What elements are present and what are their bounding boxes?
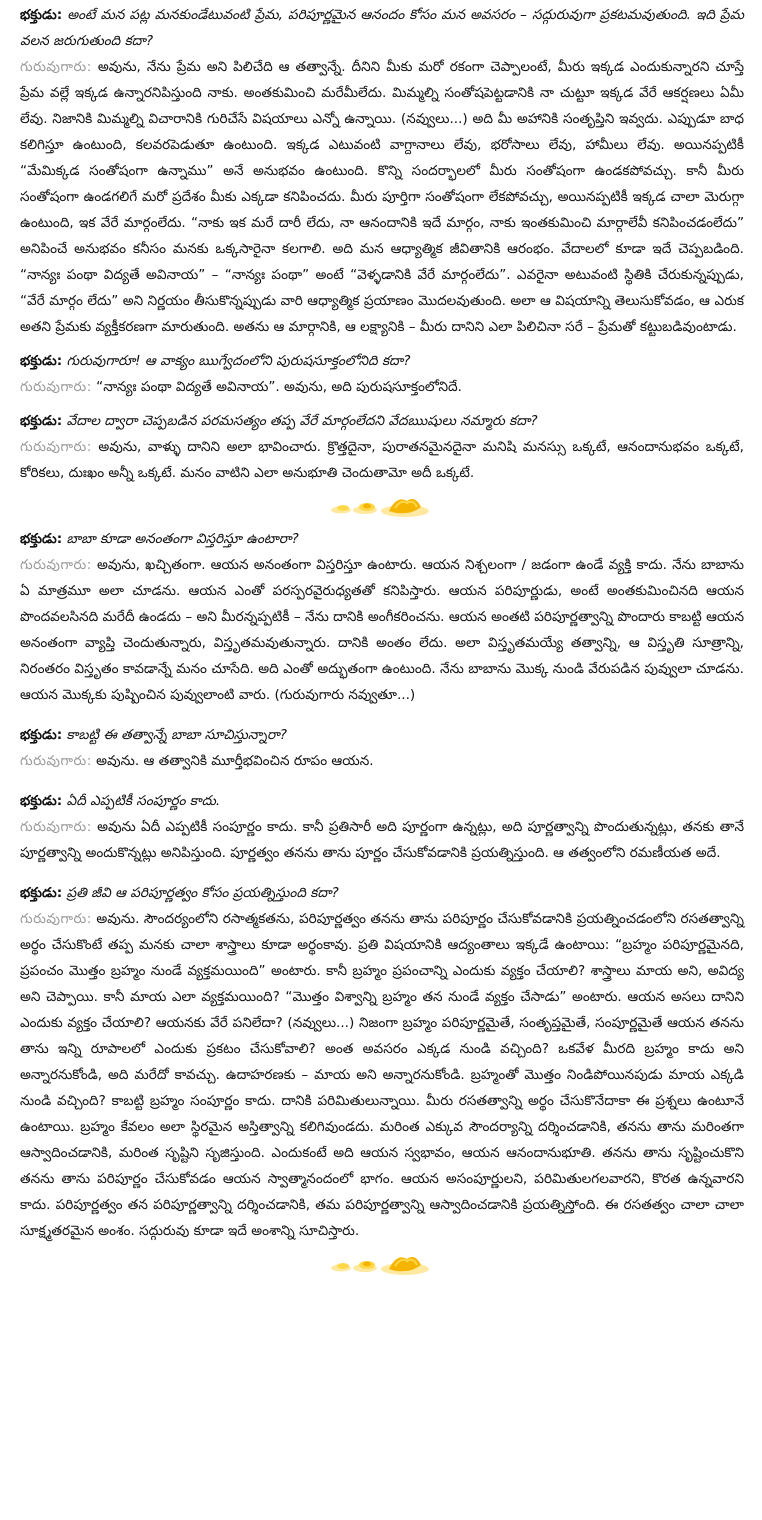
question-text: వేదాల ద్వారా చెప్పబడిన పరమసత్యం తప్ప వేరే మార్గంలేదని వేదఋషులు నమ్మారు కదా? — [66, 413, 538, 429]
section-divider — [20, 486, 744, 526]
exchange — [20, 722, 744, 774]
devotee-label: భక్తుడు: — [20, 353, 63, 369]
answer-text: అవును. సౌందర్యంలోని రసాత్మకతను, పరిపూర్ణత్వం తనను తాను పరిపూర్ణం చేసుకోవడానికి ప్రయత్నించడంలోని రసతత్వాన్ని అర్థం చేసుకొంటే తప్ప మనకు చాలా శాస్త్రాలు కూడా అర్థంకావు. ప్రతి విషయానికి ఆద్యంతాలు ఇక్కడే ఉంటాయి: “బ్రహ్మం పరిపూర్ణమైనది, ప్రపంచం మొత్తం బ్రహ్మం నుండే వ్యక్తమయింది” అంటారు. కానీ బ్రహ్మం ప్రపంచాన్ని ఎందుకు వ్యక్తం చేయాలి? శాస్త్రాలు మాయ అని, అవిద్య అని చెప్పాయి. కానీ మాయ ఎలా వ్యక్తమయింది? “మొత్తం విశ్వాన్ని బ్రహ్మం తన నుండే వ్యక్తం చేసాడు” అంటారు. ఆయన అసలు దానిని ఎందుకు వ్యక్తం చేయాలి? ఆయనకు వేరే పనిలేదా? (నవ్వులు...) నిజంగా బ్రహ్మం పరిపూర్ణమైతే, సంతృప్తమైతే, సంపూర్ణమైతే ఆయన తనను తాను ఇన్ని రూపాలలో ఎందుకు ప్రకటం చేసుకోవాలి? అంత అవసరం ఎక్కడ నుండి వచ్చింది? ఒకవేళ మీరది బ్రహ్మం కాదు అని అన్నారనుకోండి, అది మరేదో కావచ్చు. ఉదాహరణకు – మాయ అని అన్నారనుకోండి. బ్రహ్మంతో మొత్తం నిండిపోయినపుడు మాయ ఎక్కడి నుండి వచ్చింది? కాబట్టి బ్రహ్మం సంపూర్ణం కాదు. దానికి పరిమితులున్నాయి. మీరు రసతత్వాన్ని అర్థం చేసుకొనేదాకా ఈ ప్రశ్నలు ఉంటూనే ఉంటాయి. బ్రహ్మం కేవలం అలా స్థిరమైన అస్తిత్వాన్ని కలిగివుండదు. మరింత ఎక్కువ సౌందర్యాన్ని దర్శించడానికి, తనను తాను మరింతగా ఆస్వాదించడానికి, మరింత సృష్టిని సృజిస్తుంది. ఎందుకంటే అది ఆయన స్వభావం, ఆయన ఆనందానుభూతి. తనను తాను సృష్టించుకొని తనను తాను పరిపూర్ణం చేసుకోవడం ఆయన స్వాత్మానందంలో భాగం. ఆయన అసంపూర్ణులని, పరిమితులగలవారని, కొరత ఉన్నవారని కాదు. పరిపూర్ణత్వం తన పరిపూర్ణత్వాన్ని దర్శించడానికి, తమ పరిపూర్ణత్వాన్ని ఆస్వాదించడానికి ప్రయత్నిస్తోంది. ఈ రసతత్వం చాలా చాలా సూక్ష్మతరమైన అంశం. సద్గురువు కూడా ఇదే అంశాన్ని సూచిస్తారు. — [20, 911, 744, 1239]
section-divider — [20, 1244, 744, 1284]
guru-label: గురువుగారు: — [20, 819, 92, 835]
guru-label: గురువుగారు: — [20, 557, 92, 573]
devotee-label: భక్తుడు: — [20, 413, 63, 429]
answer-text: అవును ఏదీ ఎప్పటికీ సంపూర్ణం కాదు. కానీ ప్రతిసారీ అది పూర్ణంగా ఉన్నట్లు, అది పూర్ణత్వాన్ని పొందుతున్నట్లు, తనకు తానే పూర్ణత్వాన్ని అందుకొన్నట్లు అనిపిస్తుంది. పూర్ణత్వం తనను తాను పూర్ణం చేసుకోవడానికి ప్రయత్నిస్తుంది. ఆ తత్వంలోని రమణీయత అదే. — [20, 819, 744, 861]
devotee-question — [20, 722, 744, 748]
answer-text: “నాన్యః పంథా విద్యతే అవినాయ”. అవును, అది పురుషసూక్తంలోనిదే. — [96, 379, 462, 395]
question-text: కాబట్టి ఈ తత్వాన్నే బాబా సూచిస్తున్నారా? — [66, 727, 287, 743]
devotee-question — [20, 526, 744, 552]
devotee-question — [20, 788, 744, 814]
devotee-label: భక్తుడు: — [20, 531, 63, 547]
devotee-label: భక్తుడు: — [20, 7, 63, 23]
exchange — [20, 348, 744, 400]
guru-label: గురువుగారు: — [20, 911, 92, 927]
devotee-question — [20, 880, 744, 906]
guru-answer — [20, 434, 744, 486]
guru-label: గురువుగారు: — [20, 379, 92, 395]
guru-answer — [20, 374, 744, 400]
flower-ornament-icon — [327, 1251, 437, 1277]
guru-answer — [20, 552, 744, 708]
answer-text: అవును, ఖచ్చితంగా. ఆయన అనంతంగా విస్తరిస్తూ ఉంటారు. ఆయన నిశ్చలంగా / జడంగా ఉండే వ్యక్తి కాదు. నేను బాబాను ఏ మాత్రమూ అలా చూడను. ఆయన ఎంతో పరస్పరవైరుధ్యతతో కనిపిస్తారు. ఆయన పరిపూర్ణుడు, అంటే అంతకుమించినది ఆయన పొందవలసినది మరేదీ ఉండదు – అని మీరన్నప్పటికీ – నేను దానికి అంగీకరించను. ఆయన అంతటి పరిపూర్ణత్వాన్ని పొందారు కాబట్టి ఆయన అనంతంగా వ్యాప్తి చెందుతున్నారు, విస్తృతమవుతున్నారు. దానికి అంతం లేదు. అలా విస్తృతమయ్యే తత్వాన్ని, ఆ విస్తృతి సూత్రాన్ని, నిరంతరం విస్తృతం కావడాన్నే మనం చూసేది. అది ఎంతో అద్భుతంగా ఉంటుంది. నేను బాబాను మొక్క నుండి వేరుపడిన పువ్వులా చూడను. ఆయన మొక్కకు పుష్పించిన పువ్వులాంటి వారు. (గురువుగారు నవ్వుతూ...) — [20, 557, 744, 703]
exchange — [20, 408, 744, 486]
question-text: ప్రతి జీవి ఆ పరిపూర్ణత్వం కోసం ప్రయత్నిస్తుంది కదా? — [66, 885, 339, 901]
question-text: గురువుగారూ! ఆ వాక్యం ఋగ్వేదంలోని పురుషసూక్తంలోనిది కదా? — [66, 353, 411, 369]
guru-answer — [20, 814, 744, 866]
question-text: ఏదీ ఎప్పటికీ సంపూర్ణం కాదు. — [66, 793, 221, 809]
devotee-question — [20, 408, 744, 434]
devotee-label: భక్తుడు: — [20, 793, 63, 809]
exchange — [20, 2, 744, 340]
guru-label: గురువుగారు: — [20, 753, 92, 769]
exchange — [20, 880, 744, 1244]
devotee-label: భక్తుడు: — [20, 727, 63, 743]
guru-answer — [20, 54, 744, 340]
flower-ornament-icon — [327, 493, 437, 519]
devotee-label: భక్తుడు: — [20, 885, 63, 901]
guru-answer — [20, 748, 744, 774]
question-text: బాబా కూడా అనంతంగా విస్తరిస్తూ ఉంటారా? — [66, 531, 299, 547]
answer-text: అవును. ఆ తత్వానికి మూర్తీభవించిన రూపం ఆయన. — [96, 753, 374, 769]
devotee-question — [20, 2, 744, 54]
exchange — [20, 526, 744, 708]
guru-answer — [20, 906, 744, 1244]
answer-text: అవును, నేను ప్రేమ అని పిలిచేది ఆ తత్వాన్నే. దీనిని మీకు మరో రకంగా చెప్పాలంటే, మీరు ఇక్కడ ఎందుకున్నారని చూస్తే ప్రేమ వల్లే ఇక్కడ ఉన్నారనిపిస్తుంది నాకు. అంతకుమించి మరేమీలేదు. మిమ్మల్ని సంతోషపెట్టడానికి నా చుట్టూ ఇక్కడ వేరే ఆకర్షణలు ఏమీ లేవు. నిజానికి మిమ్మల్ని విచారానికి గురిచేసే విషయాలు ఎన్నో ఉన్నాయి. (నవ్వులు...) అది మీ అహానికి సంతృప్తిని ఇవ్వదు. ఎప్పుడూ బాధ కలిగిస్తూ ఉంటుంది, కలవరపెడుతూ ఉంటుంది. ఇక్కడ ఎటువంటి వాగ్దానాలు లేవు, భరోసాలు లేవు, హామీలు లేవు. అయినప్పటికీ “మేమిక్కడ సంతోషంగా ఉన్నాము” అనే అనుభవం ఉంటుంది. కొన్ని సందర్భాలలో మీరు సంతోషంగా ఉండకపోవచ్చు. కానీ మీరు సంతోషంగా ఉండగలిగే మరో ప్రదేశం మీకు ఎక్కడా కనిపించదు. మీరు పూర్తిగా సంతోషంగా లేకపోవచ్చు, అయినప్పటికీ ఇక్కడ చాలా మెరుగ్గా ఉంటుంది, ఇక వేరే మార్గంలేదు. “నాకు ఇక మరే దారీ లేదు, నా ఆనందానికి ఇదే మార్గం, నాకు ఇంతకుమించి మార్గాలేవీ కనిపించడంలేదు” అనిపించే అనుభవం కనీసం మనకు ఒక్కసారైనా కలగాలి. అది మన ఆధ్యాత్మిక జీవితానికి ఆరంభం. వేదాలలో కూడా ఇదే చెప్పబడింది. “నాన్యః పంథా విద్యతే అవినాయ” – “నాన్యః పంథా” అంటే “వెళ్ళడానికి వేరే మార్గంలేదు”. ఎవరైనా అటువంటి స్థితికి చేరుకున్నప్పుడు, “వేరే మార్గం లేదు” అని నిర్ణయం తీసుకొన్నప్పుడు వారి ఆధ్యాత్మిక ప్రయాణం మొదలవుతుంది. అలా ఆ విషయాన్ని తెలుసుకోవడం, ఆ ఎరుక అతని ప్రేమకు వ్యక్తీకరణగా మారుతుంది. అతను ఆ మార్గానికి, ఆ లక్ష్యానికి – మీరు దానిని ఎలా పిలిచినా సరే – ప్రేమతో కట్టుబడివుంటాడు. — [20, 59, 744, 335]
exchange — [20, 788, 744, 866]
devotee-question — [20, 348, 744, 374]
answer-text: అవును, వాళ్ళు దానిని అలా భావించారు. క్రొత్తదైనా, పురాతనమైనదైనా మనిషి మనస్సు ఒక్కటే, ఆనందానుభవం ఒక్కటే, కోరికలు, దుఃఖం అన్నీ ఒక్కటే. మనం వాటిని ఎలా అనుభూతి చెందుతామో అదీ ఒక్కటే. — [20, 439, 744, 481]
guru-label: గురువుగారు: — [20, 439, 92, 455]
guru-label: గురువుగారు: — [20, 59, 92, 75]
question-text: అంటే మన పట్ల మనకుండేటువంటి ప్రేమ, పరిపూర్ణమైన ఆనందం కోసం మన అవసరం – సద్గురువుగా ప్రకటమవుతుంది. ఇది ప్రేమ వలన జరుగుతుంది కదా? — [20, 7, 744, 49]
